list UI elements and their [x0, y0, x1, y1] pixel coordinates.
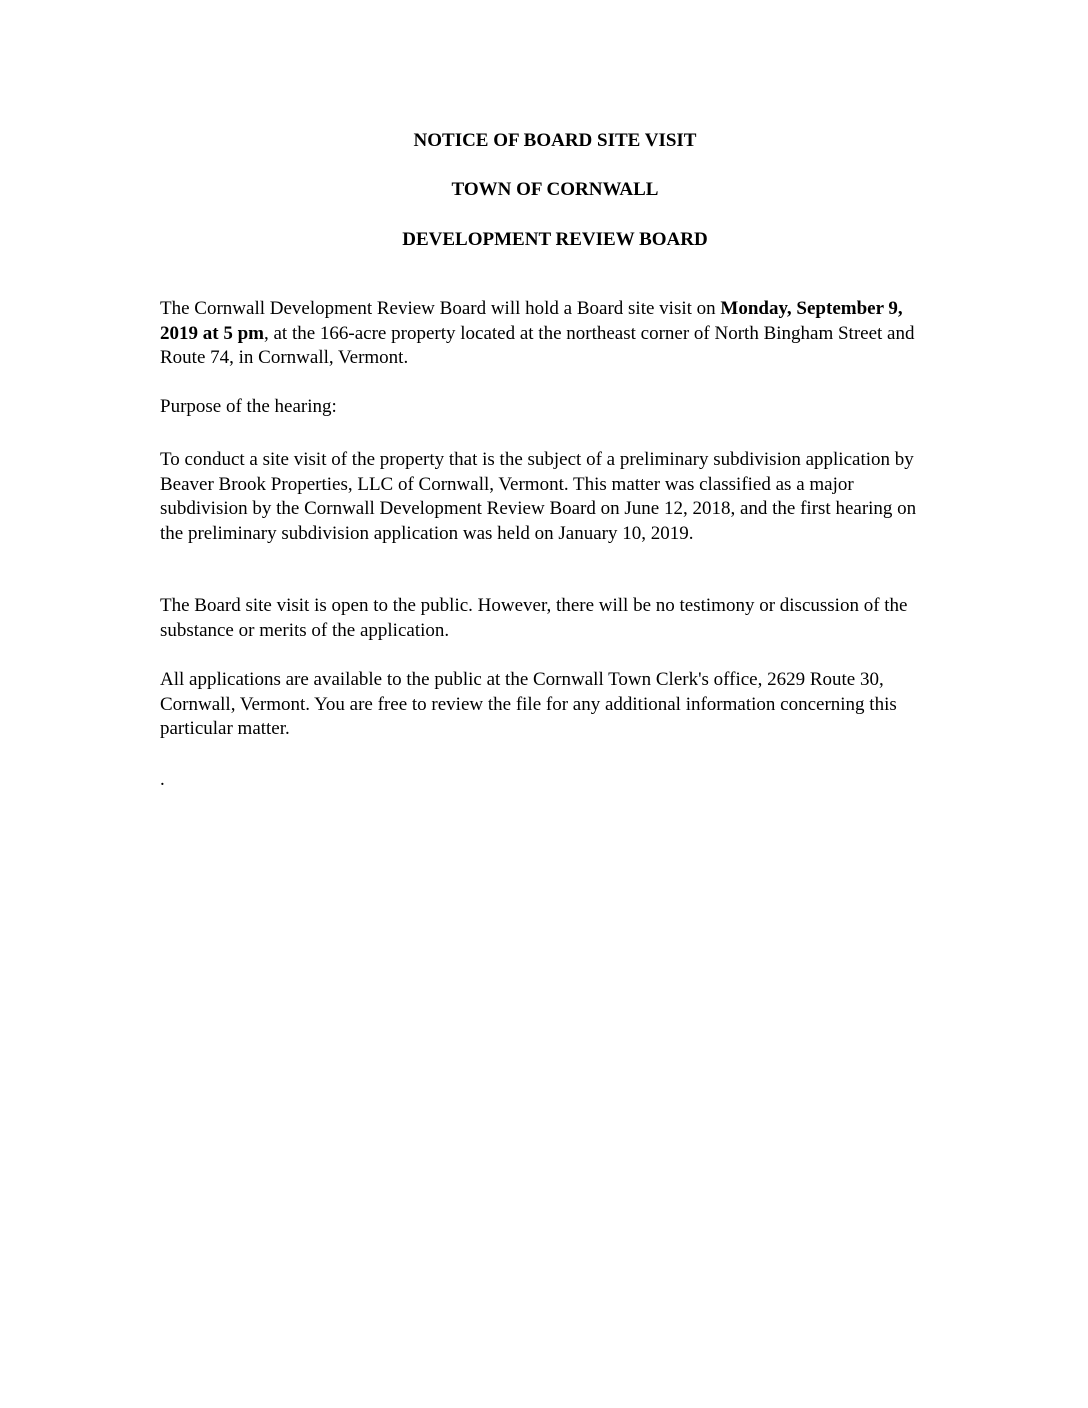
trailing-period: .	[160, 769, 165, 790]
notice-title: NOTICE OF BOARD SITE VISIT	[413, 130, 697, 151]
intro-paragraph	[160, 297, 920, 371]
town-title: TOWN OF CORNWALL	[451, 179, 659, 200]
availability-paragraph: All applications are available to the public at the Cornwall Town Clerk's office, 2629 Route 30, Cornwall, Vermont. You are free to review the file for any additional information concerning this particular matter.	[160, 669, 897, 740]
purpose-paragraph: To conduct a site visit of the property that is the subject of a preliminary subdivision application by Beaver Brook Properties, LLC of Cornwall, Vermont. This matter was classified as a major subdivision by the Cornwall Development Review Board on June 12, 2018, and the first hearing on the preliminary subdivision application was held on January 10, 2019.	[160, 449, 917, 544]
visit-date-time: Monday, September 9, 2019 at 5 pm	[160, 298, 903, 344]
purpose-label: Purpose of the hearing:	[160, 396, 337, 417]
intro-text-before: The Cornwall Development Review Board will hold a Board site visit on	[160, 298, 721, 319]
intro-text-after: , at the 166-acre property located at the northeast corner of North Bingham Street and Route 74, in Cornwall, Vermont.	[160, 322, 915, 369]
public-access-paragraph: The Board site visit is open to the public. However, there will be no testimony or discussion of the substance or merits of the application.	[160, 595, 908, 641]
board-title: DEVELOPMENT REVIEW BOARD	[402, 229, 708, 250]
